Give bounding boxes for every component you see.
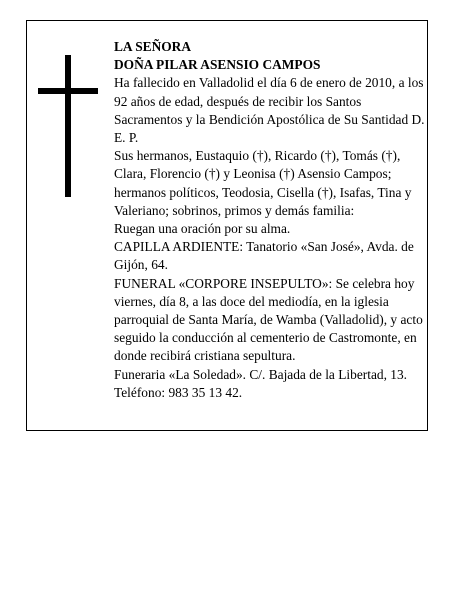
prayer-request: Ruegan una oración por su alma.	[114, 221, 291, 237]
phone-number: Teléfono: 983 35 13 42.	[114, 384, 243, 400]
funeral-info: FUNERAL «CORPORE INSEPULTO»: Se celebra hoy viernes, día 8, a las doce del mediodía, en la iglesia parroquial de Santa María, de Wamba (Valladolid), y acto seguido la conducción al cementerio de Castromonte, en donde recibirá cristiana sepultura.	[114, 275, 423, 364]
family-list: Sus hermanos, Eustaquio (†), Ricardo (†), Tomás (†), Clara, Florencio (†) y Leonisa (†) Asensio Campos; hermanos políticos, Teodosia, Cisella (†), Isafas, Tina y Valeriano; sobrinos, primos y demás familia:	[114, 148, 412, 218]
death-announcement: Ha fallecido en Valladolid el día 6 de enero de 2010, a los 92 años de edad, después de recibir los Santos Sacramentos y la Bendición Apostólica de Su Santidad D. E. P.	[114, 75, 425, 146]
heading-name: DOÑA PILAR ASENSIO CAMPOS	[114, 57, 321, 73]
heading-title: LA SEÑORA	[114, 39, 192, 54]
notice-text	[114, 38, 426, 402]
funeral-home: Funeraria «La Soledad». C/. Bajada de la Libertad, 13.	[114, 366, 408, 382]
cross-horizontal-bar	[38, 88, 98, 94]
cross-icon	[38, 55, 98, 197]
cross-vertical-bar	[65, 55, 71, 197]
chapel-info: CAPILLA ARDIENTE: Tanatorio «San José», Avda. de Gijón, 64.	[114, 239, 414, 273]
